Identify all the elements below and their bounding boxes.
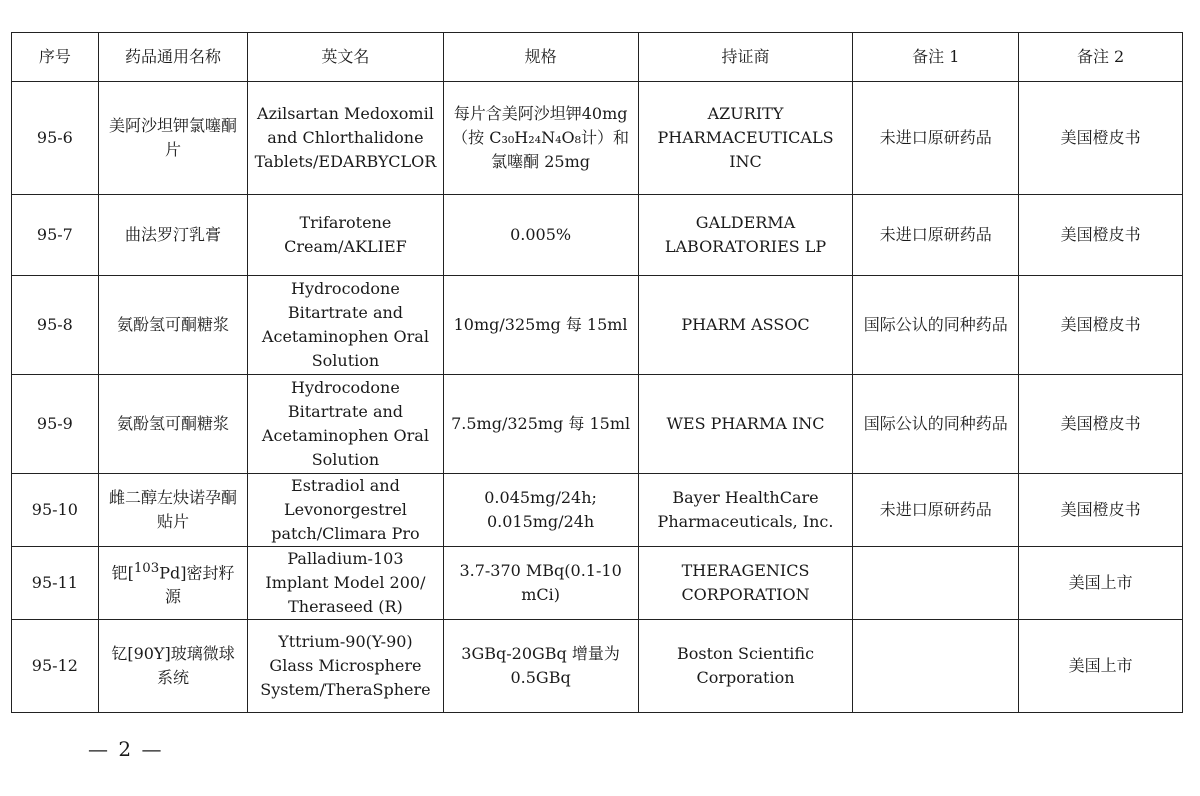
cell-remark2: 美国上市 (1019, 547, 1183, 620)
cn-name-prefix: 钯[ (111, 563, 134, 583)
header-no: 序号 (12, 33, 99, 82)
spec-line-1: 0.045mg/24h; (484, 488, 597, 507)
table-row (12, 375, 1183, 474)
spec-line-2: 0.015mg/24h (486, 512, 595, 531)
cell-spec (443, 474, 638, 547)
header-row (12, 33, 1183, 82)
cell-holder: Boston Scientific Corporation (638, 620, 853, 713)
header-remark2: 备注 2 (1019, 33, 1183, 82)
cell-remark2: 美国橙皮书 (1019, 375, 1183, 474)
cell-spec (443, 82, 638, 195)
cell-cn-name: 曲法罗汀乳膏 (98, 195, 248, 276)
cell-remark2: 美国橙皮书 (1019, 474, 1183, 547)
cell-en-name: Estradiol and Levonorgestrel patch/Climara Pro (248, 474, 443, 547)
cell-holder: GALDERMA LABORATORIES LP (638, 195, 853, 276)
cell-remark1 (853, 620, 1019, 713)
cell-en-name: Hydrocodone Bitartrate and Acetaminophen Oral Solution (248, 276, 443, 375)
cell-remark1 (853, 547, 1019, 620)
table-row (12, 276, 1183, 375)
cell-spec: 3.7-370 MBq(0.1-10 mCi) (443, 547, 638, 620)
cell-cn-name: 钇[90Y]玻璃微球系统 (98, 620, 248, 713)
cell-en-name: Hydrocodone Bitartrate and Acetaminophen Oral Solution (248, 375, 443, 474)
cn-name-suffix: Pd]密封籽源 (159, 563, 235, 607)
cell-no: 95-6 (12, 82, 99, 195)
header-remark1: 备注 1 (853, 33, 1019, 82)
cell-cn-name: 氨酚氢可酮糖浆 (98, 276, 248, 375)
header-spec: 规格 (443, 33, 638, 82)
cell-no: 95-7 (12, 195, 99, 276)
table-row (12, 82, 1183, 195)
cell-spec: 7.5mg/325mg 每 15ml (443, 375, 638, 474)
spec-formula: C₃₀H₂₄N₄O₈ (489, 128, 582, 147)
cell-no: 95-8 (12, 276, 99, 375)
cell-remark2: 美国橙皮书 (1019, 195, 1183, 276)
cell-remark1: 国际公认的同种药品 (853, 276, 1019, 375)
table-row (12, 620, 1183, 713)
cell-holder: Bayer HealthCare Pharmaceuticals, Inc. (638, 474, 853, 547)
cell-holder: WES PHARMA INC (638, 375, 853, 474)
page-number: — 2 — (88, 737, 164, 761)
cell-cn-name: 美阿沙坦钾氯噻酮片 (98, 82, 248, 195)
cell-remark2: 美国橙皮书 (1019, 276, 1183, 375)
cell-no: 95-10 (12, 474, 99, 547)
cell-holder: PHARM ASSOC (638, 276, 853, 375)
cell-holder: THERAGENICS CORPORATION (638, 547, 853, 620)
cell-no: 95-11 (12, 547, 99, 620)
cell-en-name: Trifarotene Cream/AKLIEF (248, 195, 443, 276)
cell-remark1: 未进口原研药品 (853, 82, 1019, 195)
header-holder: 持证商 (638, 33, 853, 82)
drug-table (11, 32, 1183, 713)
cell-remark2: 美国橙皮书 (1019, 82, 1183, 195)
cell-remark2: 美国上市 (1019, 620, 1183, 713)
header-cn-name: 药品通用名称 (98, 33, 248, 82)
cell-no: 95-12 (12, 620, 99, 713)
cell-en-name: Azilsartan Medoxomil and Chlorthalidone Tablets/EDARBYCLOR (248, 82, 443, 195)
cell-remark1: 未进口原研药品 (853, 195, 1019, 276)
cell-spec: 3GBq-20GBq 增量为 0.5GBq (443, 620, 638, 713)
table-row (12, 195, 1183, 276)
spec-suffix: 计）和氯噻酮 25mg (491, 128, 630, 171)
cell-cn-name: 氨酚氢可酮糖浆 (98, 375, 248, 474)
spec-prefix: 每片含美阿沙坦钾40mg（按 (452, 104, 628, 147)
cell-remark1: 国际公认的同种药品 (853, 375, 1019, 474)
cell-cn-name (98, 547, 248, 620)
cell-spec: 10mg/325mg 每 15ml (443, 276, 638, 375)
cell-en-name: Palladium-103 Implant Model 200/ Theraseed (R) (248, 547, 443, 620)
cell-en-name: Yttrium-90(Y-90) Glass Microsphere System/TheraSphere (248, 620, 443, 713)
cn-name-superscript: 103 (133, 560, 160, 576)
table-row (12, 547, 1183, 620)
cell-holder: AZURITY PHARMACEUTICALS INC (638, 82, 853, 195)
cell-no: 95-9 (12, 375, 99, 474)
cell-cn-name: 雌二醇左炔诺孕酮贴片 (98, 474, 248, 547)
table-row (12, 474, 1183, 547)
cell-spec: 0.005% (443, 195, 638, 276)
header-en-name: 英文名 (248, 33, 443, 82)
cell-remark1: 未进口原研药品 (853, 474, 1019, 547)
